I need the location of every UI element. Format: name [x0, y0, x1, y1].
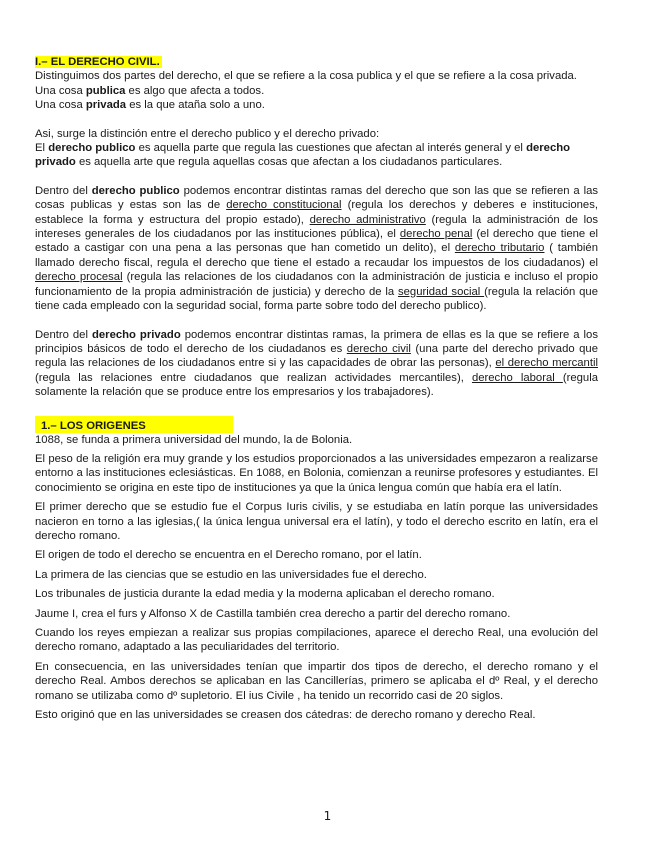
link-derecho-administrativo: derecho administrativo: [309, 213, 426, 226]
link-derecho-penal: derecho penal: [399, 228, 473, 241]
link-derecho-constitucional: derecho constitucional: [226, 199, 342, 212]
origenes-paragraph-10: Esto originó que en las universidades se creasen dos cátedras: de derecho romano y derecho Real.: [35, 709, 536, 722]
cosa-publica-line: Una cosa publica es algo que afecta a todos.: [35, 84, 265, 97]
origenes-paragraph-1: 1088, se funda a primera universidad del mundo, la de Bolonia.: [35, 433, 353, 446]
page-number: 1: [323, 809, 332, 823]
origenes-paragraph-2: El peso de la religión era muy grande y los estudios proporcionados a las universidades empezaron a realizarse entorno a las instituciones eclesiásticas. En 1088, en Bolonia, comienzan a reunirse profesores y estudiantes. El conocimiento se origina en este tipo de instituciones ya que la única lengua común que había era el latín.: [35, 452, 598, 494]
distincion-paragraph: El derecho publico es aquella parte que regula las cuestiones que afectan al interés general y el derecho privado es aquella arte que regula aquellas cosas que afectan a los ciudadanos particulares.: [35, 142, 571, 169]
section-heading-derecho-civil: [35, 55, 598, 69]
intro-paragraph: Distinguimos dos partes del derecho, el que se refiere a la cosa publica y el que se refiere a la cosa privada.: [35, 70, 577, 83]
distincion-line: Asi, surge la distinción entre el derecho publico y el derecho privado:: [35, 127, 380, 140]
cosa-privada-line: Una cosa privada es la que ataña solo a uno.: [35, 99, 265, 112]
link-derecho-laboral: derecho laboral: [471, 371, 563, 384]
origenes-paragraph-5: La primera de las ciencias que se estudio en las universidades fue el derecho.: [35, 568, 427, 581]
derecho-privado-paragraph: Dentro del derecho privado podemos encontrar distintas ramas, la primera de ellas es la que se refiere a los principios básicos de todo el derecho de los ciudadanos es derecho civil (una parte del derecho privado que regula las relaciones de los ciudadanos entre si y las capacidades de obrar las personas), el derecho mercantil (regula las relaciones entre ciudadanos que realizan actividades mercantiles), derecho laboral (regula solamente la relación que se produce entre los empresarios y los trabajadores).: [35, 328, 599, 399]
origenes-paragraph-9: En consecuencia, en las universidades tenían que impartir dos tipos de derecho, el derecho romano y el derecho Real. Ambos derechos se aplicaban en las Cancillerías, primero se aplicaba el dº Real, y el derecho romano se utilizaba como dº supletorio. El ius Civile , ha tenido un recorrido casi de 20 siglos.: [35, 660, 598, 702]
origenes-body: [35, 433, 598, 723]
link-derecho-tributario: derecho tributario: [454, 242, 545, 255]
link-derecho-civil: derecho civil: [346, 342, 411, 355]
link-seguridad-social: seguridad social: [397, 285, 485, 298]
document-page: [35, 55, 598, 722]
origenes-paragraph-7: Jaume I, crea el furs y Alfonso X de Castilla también crea derecho a partir del derecho romano.: [35, 607, 511, 620]
link-derecho-mercantil: el derecho mercantil: [495, 357, 598, 370]
derecho-publico-paragraph: Dentro del derecho publico podemos encontrar distintas ramas del derecho que son las que se refieren a las cosas publicas y estas son las de derecho constitucional (regula los derechos y deberes e instituciones, establece la forma y estructura del propio estado), derecho administrativo (regula la administración de los intereses generales de los ciudadanos por las instituciones pública), el derecho penal (el derecho que tiene el estado a castigar con una pena a las personas que han cometido un delito), el derecho tributario ( también llamado derecho fiscal, regula el derecho que tiene el estado a recaudar los impuestos de los ciudadanos) el derecho procesal (regula las relaciones de los ciudadanos con la administración de justicia e incluso el propio funcionamiento de la propia administración de justicia) y derecho de la seguridad social (regula la relación que tiene cada empleado con la seguridad social, forma parte sobre todo del derecho publico).: [35, 184, 599, 313]
heading-text: I.– EL DERECHO CIVIL.: [35, 56, 160, 68]
origenes-paragraph-3: El primer derecho que se estudio fue el Corpus Iuris civilis, y se estudiaba en latín porque las universidades nacieron en torno a las iglesias,( la única lengua universal era el latín), y todo el derecho escrito en latín, era el derecho romano.: [35, 501, 598, 542]
section-heading-origenes: 1.– LOS ORIGENES: [35, 416, 233, 433]
origenes-paragraph-4: El origen de todo el derecho se encuentra en el Derecho romano, por el latín.: [35, 549, 422, 562]
link-derecho-procesal: derecho procesal: [35, 271, 123, 284]
origenes-paragraph-6: Los tribunales de justicia durante la edad media y la moderna aplicaban el derecho romano.: [35, 588, 495, 601]
origenes-paragraph-8: Cuando los reyes empiezan a realizar sus propias compilaciones, aparece el derecho Real, una evolución del derecho romano, adaptado a las peculiaridades del territorio.: [35, 627, 598, 654]
